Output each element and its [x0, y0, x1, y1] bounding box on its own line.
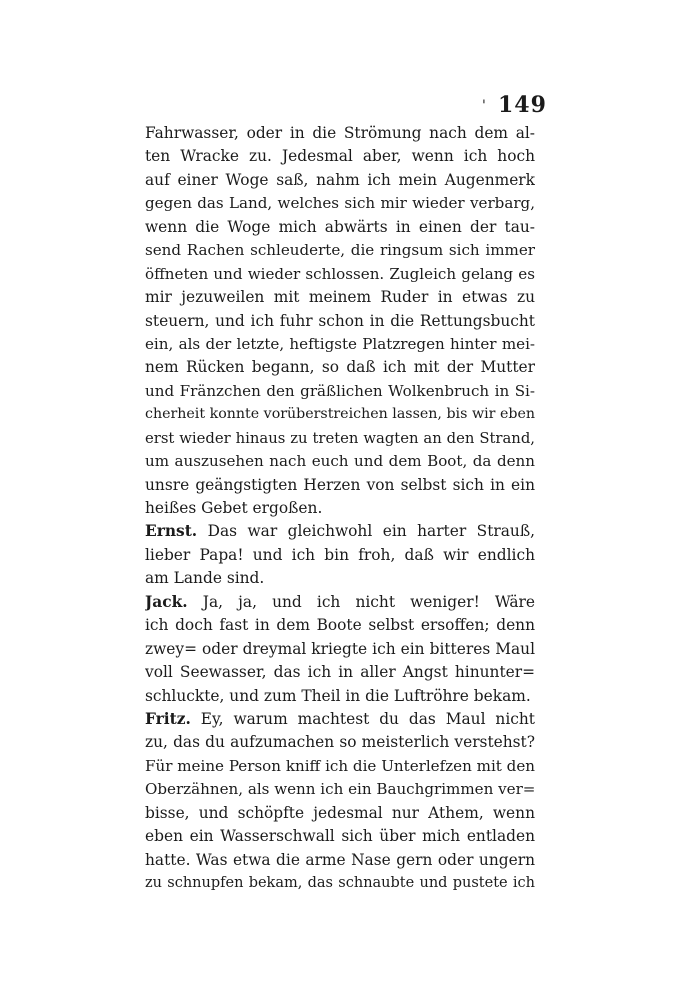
- page-number: 149: [498, 92, 547, 118]
- text-line: [145, 169, 535, 192]
- text-line: [145, 333, 535, 356]
- line-text: Oberzähnen, als wenn ich ein Bauchgrimmen ver=: [145, 780, 535, 799]
- line-text: heißes Gebet ergoßen.: [145, 499, 323, 517]
- text-line: [145, 872, 535, 895]
- line-text: cherheit konnte vorüberstreichen lassen, bis wir eben: [145, 406, 535, 423]
- text-line: [145, 661, 535, 684]
- line-text: zu schnupfen bekam, das schnaubte und pustete ich: [145, 875, 535, 891]
- line-text: öffneten und wieder schlossen. Zugleich gelang es: [145, 264, 535, 283]
- text-line: [145, 450, 535, 473]
- text-line: [145, 286, 535, 309]
- text-line: [145, 708, 535, 731]
- line-text: Das war gleichwohl ein harter Strauß,: [197, 522, 535, 541]
- text-line: [145, 474, 535, 497]
- line-text: bisse, und schöpfte jedesmal nur Athem, wenn: [145, 803, 535, 822]
- line-text: ich doch fast in dem Boote selbst ersoffen; denn: [145, 616, 535, 635]
- text-line: [145, 638, 535, 661]
- text-line: [145, 849, 535, 872]
- text-line: [145, 380, 535, 403]
- line-text: hatte. Was etwa die arme Nase gern oder ungern: [145, 850, 535, 869]
- text-line: [145, 356, 535, 379]
- text-line: [145, 567, 535, 590]
- text-line: [145, 497, 535, 520]
- line-text: Ja, ja, und ich nicht weniger! Wäre: [187, 592, 535, 611]
- line-text: Ey, warum machtest du das Maul nicht: [190, 709, 535, 728]
- text-line: [145, 403, 535, 426]
- text-line: [145, 310, 535, 333]
- text-line: [145, 427, 535, 450]
- text-line: [145, 685, 535, 708]
- line-text: Fahrwasser, oder in die Strömung nach dem al-: [145, 124, 535, 142]
- line-text: unsre geängstigten Herzen von selbst sich in ein: [145, 475, 535, 494]
- line-text: zu, das du aufzumachen so meisterlich verstehst?: [145, 733, 535, 752]
- text-line: [145, 239, 535, 262]
- line-text: und Fränzchen den gräßlichen Wolkenbruch in Si-: [145, 381, 535, 400]
- speaker-name: Jack.: [145, 592, 188, 611]
- text-line: [145, 614, 535, 637]
- text-line: [145, 216, 535, 239]
- line-text: Für meine Person kniff ich die Unterlefzen mit den: [145, 756, 535, 775]
- line-text: send Rachen schleuderte, die ringsum sich immer: [145, 241, 535, 260]
- line-text: um auszusehen nach euch und dem Boot, da denn: [145, 452, 535, 471]
- line-text: zwey= oder dreymal kriegte ich ein bitteres Maul: [145, 639, 535, 658]
- line-text: gegen das Land, welches sich mir wieder verbarg,: [145, 194, 535, 213]
- text-line: [145, 591, 535, 614]
- text-line: [145, 192, 535, 215]
- text-line: [145, 145, 535, 168]
- text-line: [145, 802, 535, 825]
- text-line: [145, 520, 535, 543]
- text-line: [145, 263, 535, 286]
- line-text: schluckte, und zum Theil in die Luftröhre bekam.: [145, 686, 531, 705]
- page-mark: ': [482, 98, 486, 114]
- line-text: wenn die Woge mich abwärts in einen der tau-: [145, 217, 535, 236]
- line-text: steuern, und ich fuhr schon in die Rettungsbucht: [145, 311, 535, 330]
- text-line: [145, 731, 535, 754]
- text-line: [145, 122, 535, 145]
- line-text: erst wieder hinaus zu treten wagten an den Strand,: [145, 429, 535, 447]
- line-text: mir jezuweilen mit meinem Ruder in etwas zu: [145, 288, 535, 307]
- text-line: [145, 778, 535, 801]
- body-text: [145, 122, 535, 895]
- text-line: [145, 825, 535, 848]
- text-line: [145, 755, 535, 778]
- text-line: [145, 544, 535, 567]
- line-text: eben ein Wasserschwall sich über mich entladen: [145, 827, 535, 846]
- line-text: am Lande sind.: [145, 569, 265, 588]
- line-text: ten Wracke zu. Jedesmal aber, wenn ich hoch: [145, 147, 535, 166]
- line-text: auf einer Woge saß, nahm ich mein Augenmerk: [145, 170, 535, 189]
- speaker-name: Ernst.: [145, 522, 198, 541]
- line-text: ein, als der letzte, heftigste Platzregen hinter mei-: [145, 334, 535, 353]
- line-text: voll Seewasser, das ich in aller Angst hinunter=: [145, 663, 535, 682]
- speaker-name: Fritz.: [145, 709, 191, 728]
- line-text: lieber Papa! und ich bin froh, daß wir endlich: [145, 545, 535, 564]
- line-text: nem Rücken begann, so daß ich mit der Mutter: [145, 358, 535, 377]
